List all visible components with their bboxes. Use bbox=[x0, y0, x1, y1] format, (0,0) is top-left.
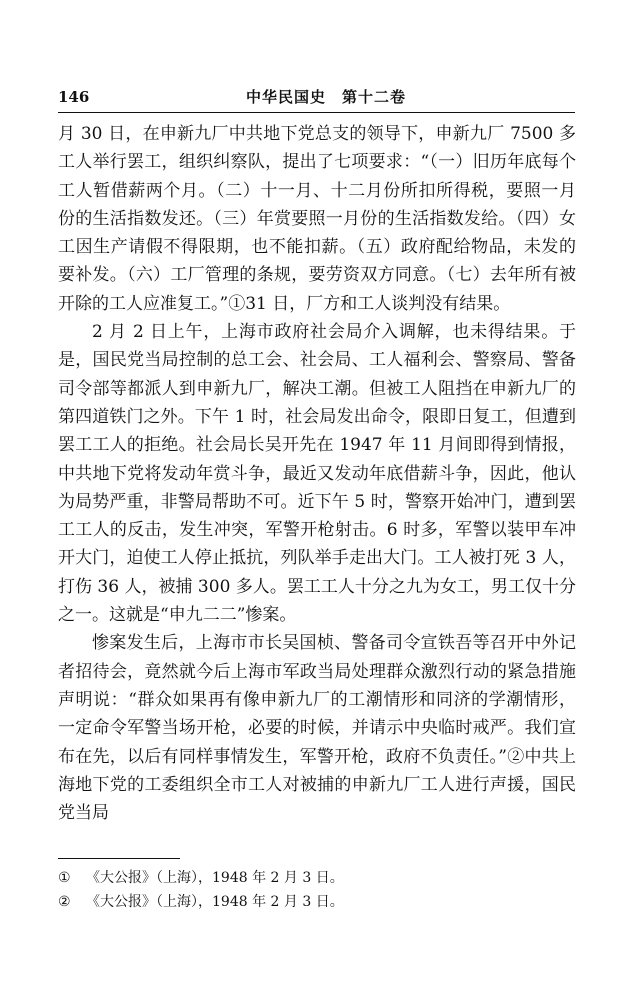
paragraph: 惨案发生后，上海市市长吴国桢、警备司令宣铁吾等召开中外记者招待会，竟然就今后上海市军政当局处理群众激烈行动的紧急措施声明说：“群众如果再有像申新九厂的工潮情形和同济的学潮情形，一定命令军警当场开枪，必要的时候，并请示中央临时戒严。我们宣布在先，以后有同样事情发生，军警开枪，政府不负责任。”②中共上海地下党的工委组织全市工人对被捕的申新九厂工人进行声援，国民党当局 bbox=[58, 633, 576, 824]
footnote-text: 《大公报》（上海），1948 年 2 月 3 日。 bbox=[86, 870, 344, 886]
header-rule bbox=[58, 112, 575, 113]
paragraph: 月 30 日，在申新九厂中共地下党总支的领导下，申新九厂 7500 多工人举行罢工，组织纠察队，提出了七项要求：“（一）旧历年底每个工人暂借薪两个月。（二）十一月、十二月份所扣所得税，要照一月份的生活指数发还。（三）年赏要照一月份的生活指数发给。（四）女工因生产请假不得限期，也不能扣薪。（五）政府配给物品，未发的要补发。（六）工厂管理的条规，要劳资双方同意。（七）去年所有被开除的工人应准复工。”①31 日，厂方和工人谈判没有结果。 bbox=[58, 124, 576, 314]
body-text bbox=[58, 120, 576, 827]
page-number: 146 bbox=[58, 88, 90, 106]
footnote bbox=[58, 866, 578, 890]
footnote-mark: ② bbox=[58, 894, 71, 910]
footnotes bbox=[58, 866, 578, 914]
page-header bbox=[58, 86, 578, 110]
footnote-rule bbox=[58, 858, 180, 859]
footnote bbox=[58, 890, 578, 914]
running-title: 中华民国史 第十二卷 bbox=[246, 88, 407, 106]
footnote-text: 《大公报》（上海），1948 年 2 月 3 日。 bbox=[86, 894, 344, 910]
paragraph: 2 月 2 日上午，上海市政府社会局介入调解，也未得结果。于是，国民党当局控制的总工会、社会局、工人福利会、警察局、警备司令部等都派人到申新九厂，解决工潮。但被工人阻挡在申新九厂的第四道铁门之外。下午 1 时，社会局发出命令，限即日复工，但遭到罢工工人的拒绝。社会局长吴开先在 1947 年 11 月间即得到情报，中共地下党将发动年赏斗争，最近又发动年底借薪斗争，因此，他认为局势严重，非警局帮助不可。近下午 5 时，警察开始冲门，遭到罢工工人的反击，发生冲突，军警开枪射击。6 时多，军警以装甲车冲开大门，迫使工人停止抵抗，列队举手走出大门。工人被打死 3 人，打伤 36 人，被捕 300 多人。罢工工人十分之九为女工，男工仅十分之一。这就是“申九二二”惨案。 bbox=[58, 322, 576, 626]
footnote-mark: ① bbox=[58, 870, 71, 886]
